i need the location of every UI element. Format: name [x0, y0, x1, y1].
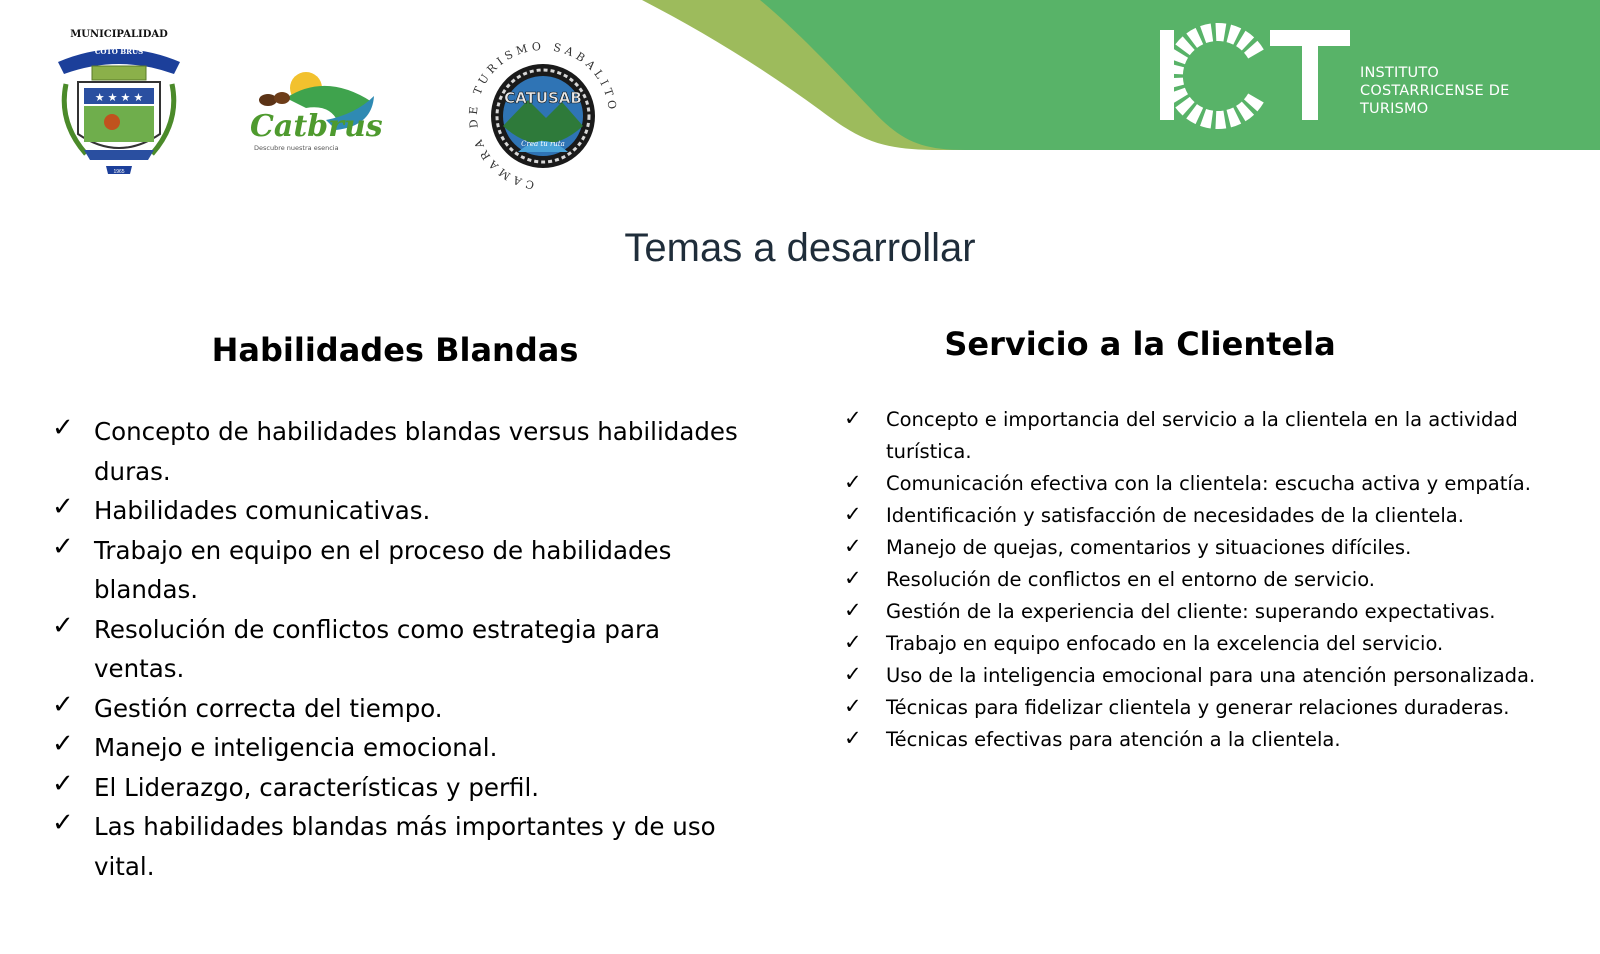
ict-logo [1160, 20, 1580, 132]
list-item [844, 468, 1584, 500]
list-item [52, 807, 752, 886]
list-item-text: Técnicas para fidelizar clientela y generar relaciones duraderas. [886, 696, 1510, 719]
checkmark-icon: ✓ [844, 662, 862, 686]
list-item-text: Las habilidades blandas más importantes y de uso vital. [94, 812, 716, 881]
checkmark-icon: ✓ [844, 630, 862, 654]
svg-text:Crea tu ruta: Crea tu ruta [521, 140, 565, 148]
list-item [844, 692, 1584, 724]
list-item-text: Uso de la inteligencia emocional para una atención personalizada. [886, 664, 1536, 687]
checkmark-icon: ✓ [52, 492, 74, 522]
checkmark-icon: ✓ [844, 470, 862, 494]
logo-text-coto-brus: COTO BRUS [94, 47, 144, 56]
catusab-logo [458, 34, 628, 194]
list-item [844, 532, 1584, 564]
list-item-text: Gestión de la experiencia del cliente: superando expectativas. [886, 600, 1496, 623]
checkmark-icon: ✓ [844, 406, 862, 430]
checkmark-icon: ✓ [52, 729, 74, 759]
catbrus-logo [246, 64, 386, 160]
list-item [52, 610, 752, 689]
list-item [52, 768, 752, 808]
list-item [52, 728, 752, 768]
list-item [844, 660, 1584, 692]
list-item-text: Comunicación efectiva con la clientela: escucha activa y empatía. [886, 472, 1531, 495]
checkmark-icon: ✓ [52, 768, 74, 799]
list-item-text: Manejo de quejas, comentarios y situaciones difíciles. [886, 536, 1412, 559]
logo-text-municipalidad: MUNICIPALIDAD [70, 29, 168, 40]
catbrus-wordmark: Catbrus [250, 109, 383, 144]
ict-monogram-icon [1160, 20, 1350, 132]
list-item-text: Manejo e inteligencia emocional. [94, 733, 498, 762]
checkmark-icon: ✓ [52, 689, 74, 720]
checkmark-icon: ✓ [52, 413, 74, 443]
checkmark-icon: ✓ [844, 726, 862, 750]
checkmark-icon: ✓ [844, 694, 862, 718]
list-item [52, 689, 752, 729]
soft-skills-list [52, 412, 752, 886]
list-item-text: Resolución de conflictos en el entorno de servicio. [886, 568, 1375, 591]
svg-text:★ ★ ★ ★: ★ ★ ★ ★ [94, 92, 144, 104]
checkmark-icon: ✓ [52, 610, 74, 641]
catbrus-tagline: Descubre nuestra esencia [254, 144, 339, 152]
checkmark-icon: ✓ [844, 598, 862, 622]
checkmark-icon: ✓ [844, 502, 862, 526]
soft-skills-title: Habilidades Blandas [211, 331, 579, 369]
list-item [52, 491, 752, 531]
list-item [52, 412, 752, 491]
checkmark-icon: ✓ [844, 534, 862, 558]
page-title: Temas a desarrollar [624, 226, 976, 270]
list-item [844, 500, 1584, 532]
list-item [844, 628, 1584, 660]
list-item [844, 724, 1584, 756]
list-item-text: Concepto de habilidades blandas versus habilidades duras. [94, 417, 738, 486]
catusab-wordmark: CATUSAB [504, 89, 582, 107]
checkmark-icon: ✓ [52, 531, 74, 562]
checkmark-icon: ✓ [52, 808, 74, 838]
list-item [52, 531, 752, 610]
list-item [844, 404, 1584, 468]
list-item-text: Trabajo en equipo en el proceso de habilidades blandas. [94, 535, 672, 604]
list-item-text: Habilidades comunicativas. [94, 496, 431, 525]
list-item-text: Trabajo en equipo enfocado en la excelencia del servicio. [886, 632, 1444, 655]
list-item-text: Concepto e importancia del servicio a la clientela en la actividad turística. [886, 408, 1518, 463]
list-item [844, 596, 1584, 628]
list-item-text: El Liderazgo, características y perfil. [94, 772, 540, 802]
customer-service-list [844, 404, 1584, 756]
list-item-text: Gestión correcta del tiempo. [94, 693, 443, 723]
svg-text:CAMARA DE TURISMO SABALITO: CAMARA DE TURISMO SABALITO [466, 39, 620, 192]
municipalidad-coto-brus-logo [44, 22, 194, 184]
svg-text:1965: 1965 [113, 169, 125, 175]
checkmark-icon: ✓ [844, 566, 862, 590]
list-item [844, 564, 1584, 596]
ict-name: INSTITUTO COSTARRICENSE DE TURISMO [1360, 65, 1510, 117]
list-item-text: Resolución de conflictos como estrategia para ventas. [94, 614, 661, 683]
customer-service-title: Servicio a la Clientela [944, 325, 1336, 363]
list-item-text: Identificación y satisfacción de necesidades de la clientela. [886, 504, 1464, 527]
list-item-text: Técnicas efectivas para atención a la clientela. [886, 728, 1341, 751]
